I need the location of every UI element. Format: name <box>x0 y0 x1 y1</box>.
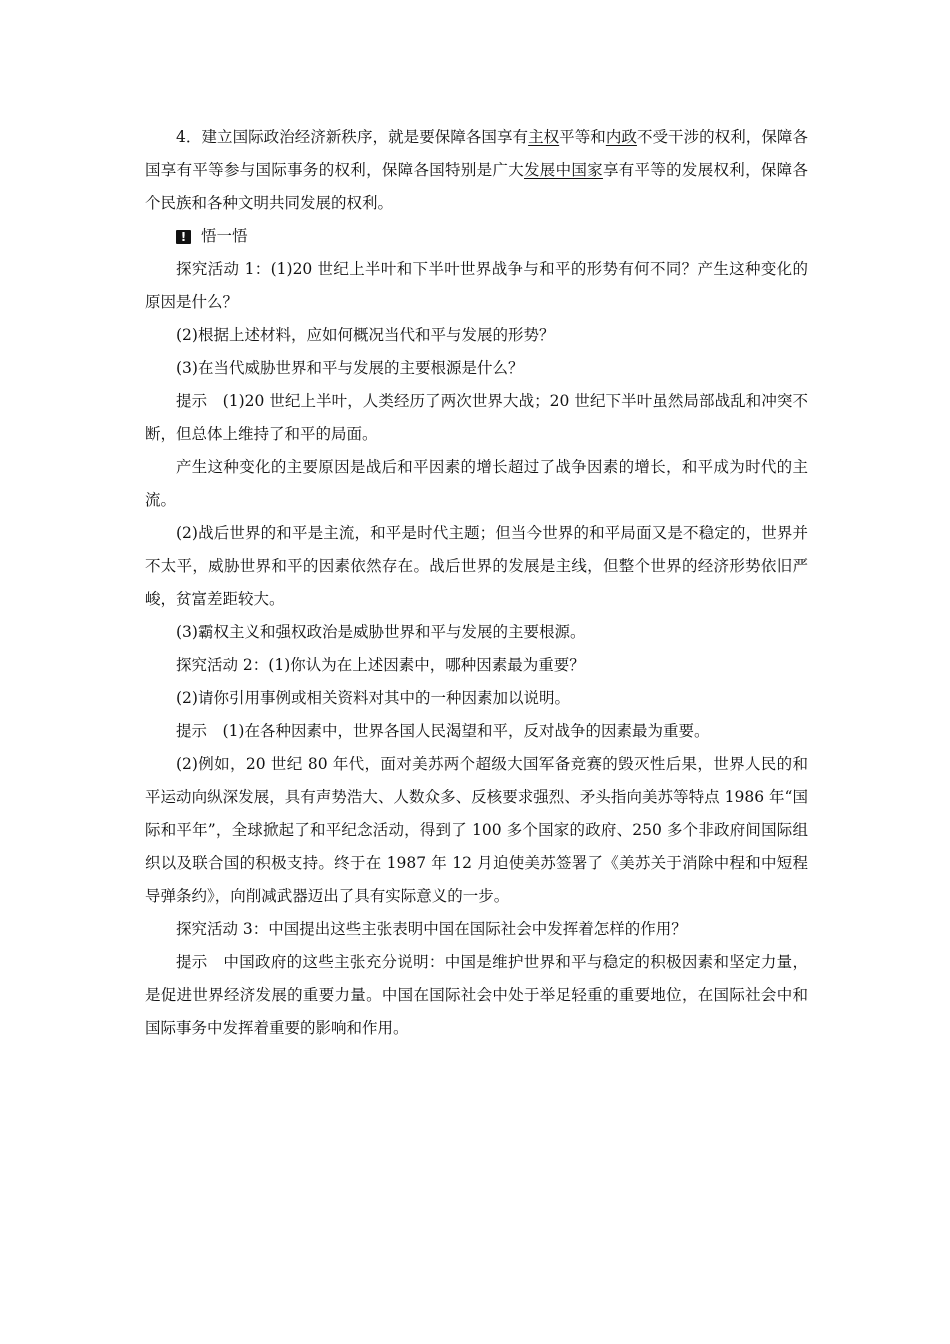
activity-1-answer-3: (3)霸权主义和强权政治是威胁世界和平与发展的主要根源。 <box>176 623 586 641</box>
activity-3-question-1: 探究活动 3：中国提出这些主张表明中国在国际社会中发挥着怎样的作用？ <box>176 920 687 938</box>
activity-3-answer-1 <box>145 946 808 1045</box>
activity-2-answer-1-text: (1)在各种因素中，世界各国人民渴望和平，反对战争的因素最为重要。 <box>222 722 710 740</box>
activity-1-question-3: (3)在当代威胁世界和平与发展的主要根源是什么？ <box>176 359 524 377</box>
item-4-text-2: 平等和 <box>559 128 606 146</box>
item-4-text-1: 4．建立国际政治经济新秩序，就是要保障各国享有 <box>176 128 529 146</box>
activity-1-question-1: 探究活动 1：(1)20 世纪上半叶和下半叶世界战争与和平的形势有何不同？产生这种变化的原因是什么？ <box>145 260 808 311</box>
activity-1-answer-1b: 产生这种变化的主要原因是战后和平因素的增长超过了战争因素的增长，和平成为时代的主流。 <box>145 458 808 509</box>
underlined-sovereignty: 主权 <box>528 128 560 146</box>
underlined-internal-affairs: 内政 <box>605 128 637 146</box>
activity-2-answer-1 <box>145 715 808 748</box>
hint-label: 提示 <box>176 392 208 410</box>
document-page <box>145 121 808 1045</box>
activity-2-question-1: 探究活动 2：(1)你认为在上述因素中，哪种因素最为重要？ <box>176 656 585 674</box>
alert-icon: ! <box>176 230 191 244</box>
activity-1-answer-1 <box>145 385 808 451</box>
activity-1-question-2: (2)根据上述材料，应如何概况当代和平与发展的形势？ <box>176 326 555 344</box>
activity-3-answer-1-text: 中国政府的这些主张充分说明：中国是维护世界和平与稳定的积极因素和坚定力量，是促进世界经济发展的重要力量。中国在国际社会中处于举足轻重的重要地位，在国际社会中和国际事务中发挥着重要的影响和作用。 <box>145 953 808 1037</box>
activity-2-question-2: (2)请你引用事例或相关资料对其中的一种因素加以说明。 <box>176 689 570 707</box>
hint-label: 提示 <box>176 953 208 971</box>
activity-2-answer-2: (2)例如，20 世纪 80 年代，面对美苏两个超级大国军备竞赛的毁灭性后果，世界人民的和平运动向纵深发展，具有声势浩大、人数众多、反核要求强烈、矛头指向美苏等特点 1986 年“国际和平年”，全球掀起了和平纪念活动，得到了 100 多个国家的政府、250 多个非政府间国际组织以及联合国的积极支持。终于在 1987 年 12 月迫使美苏签署了《美苏关于消除中程和中短程导弹条约》，向削减武器迈出了具有实际意义的一步。 <box>145 755 808 905</box>
activity-1-answer-1-text: (1)20 世纪上半叶，人类经历了两次世界大战；20 世纪下半叶虽然局部战乱和冲突不断，但总体上维持了和平的局面。 <box>145 392 808 443</box>
underlined-developing-countries: 发展中国家 <box>524 161 603 179</box>
item-4-paragraph <box>145 121 808 220</box>
activity-1-answer-2: (2)战后世界的和平是主流，和平是时代主题；但当今世界的和平局面又是不稳定的，世界并不太平，威胁世界和平的因素依然存在。战后世界的发展是主线，但整个世界的经济形势依旧严峻，贫富差距较大。 <box>145 524 808 608</box>
section-header <box>145 220 808 253</box>
item-4-text-3: 不受干涉的权利，保障各国享有平等参与国际事务的权利，保障各国特别是广大 <box>145 128 808 179</box>
hint-label: 提示 <box>176 722 208 740</box>
section-title: 悟一悟 <box>201 227 248 245</box>
item-4-text-4: 享有平等的发展权利，保障各个民族和各种文明共同发展的权利。 <box>145 161 808 212</box>
